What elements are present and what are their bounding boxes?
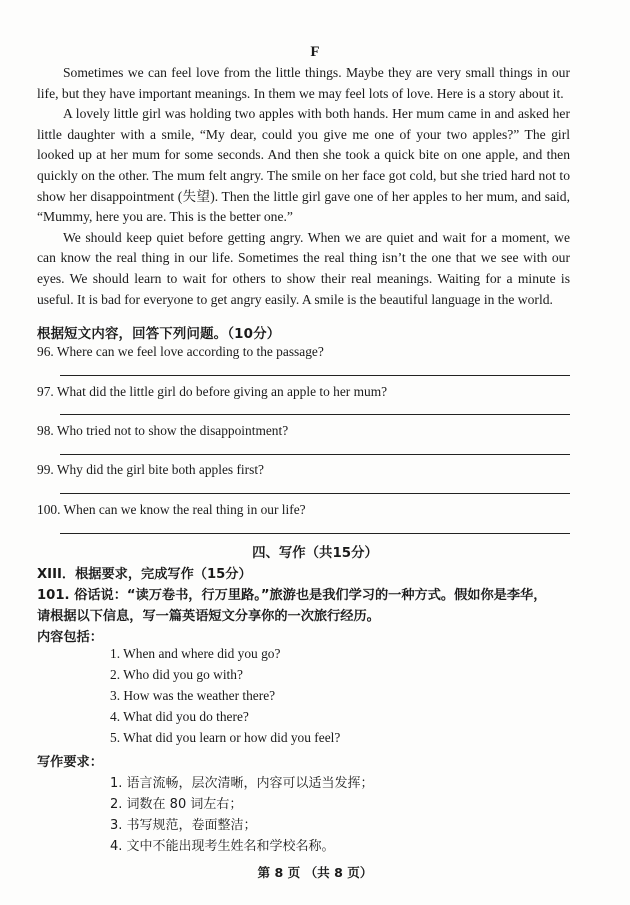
requirements-label: 写作要求： bbox=[37, 755, 103, 770]
question-98: 98. Who tried not to show the disappointment? bbox=[37, 423, 289, 438]
answer-line-97[interactable] bbox=[60, 414, 570, 415]
answer-line-98[interactable] bbox=[60, 454, 570, 455]
content-item: 2. Who did you go with? bbox=[110, 667, 243, 682]
question-100: 100. When can we know the real thing in our life? bbox=[37, 502, 306, 517]
content-label: 内容包括： bbox=[37, 630, 103, 645]
answer-line-99[interactable] bbox=[60, 493, 570, 494]
passage-paragraph-3: We should keep quiet before getting angry. When we are quiet and wait for a moment, we can know the real thing in our life. Sometimes the real thing isn’t the one that we see with our eyes. We should learn to wait for others to show their real meanings. Waiting for a minute is useful. It is bad for everyone to get angry easily. A smile is the beautiful language in the world. bbox=[37, 229, 570, 307]
requirement-item: 4. 文中不能出现考生姓名和学校名称。 bbox=[110, 839, 335, 854]
answer-line-96[interactable] bbox=[60, 375, 570, 376]
writing-prompt-line-2: 请根据以下信息，写一篇英语短文分享你的一次旅行经历。 bbox=[37, 609, 380, 624]
requirement-item: 3. 书写规范，卷面整洁； bbox=[110, 818, 257, 833]
writing-part-title: 四、写作（共15分） bbox=[252, 546, 378, 561]
question-99: 99. Why did the girl bite both apples first? bbox=[37, 462, 264, 477]
question-97: 97. What did the little girl do before giving an apple to her mum? bbox=[37, 384, 388, 399]
question-96: 96. Where can we feel love according to the passage? bbox=[37, 344, 324, 359]
passage-paragraph-2: A lovely little girl was holding two apples with both hands. Her mum came in and asked her little daughter with a smile, “My dear, could you give me one of your two apples?” The girl looked up at her mum for some seconds. And then she took a quick bite on one apple, and then quickly on the other. The mum felt angry. The smile on her face got cold, but she tried hard not to show her disappointment (失望). Then the little girl gave one of her apples to her mum, and said, “Mummy, here you are. This is the better one.” bbox=[37, 106, 570, 225]
content-item: 1. When and where did you go? bbox=[110, 646, 281, 661]
content-item: 3. How was the weather there? bbox=[110, 688, 276, 703]
question-instruction: 根据短文内容，回答下列问题。（10分） bbox=[37, 327, 281, 342]
requirement-item: 1. 语言流畅，层次清晰，内容可以适当发挥； bbox=[110, 776, 374, 791]
requirement-item: 2. 词数在 80 词左右； bbox=[110, 797, 243, 812]
section-letter: F bbox=[310, 44, 320, 60]
writing-section-title: XIII．根据要求，完成写作（15分） bbox=[37, 567, 252, 582]
content-item: 4. What did you do there? bbox=[110, 709, 249, 724]
passage-paragraph-1: Sometimes we can feel love from the little things. Maybe they are very small things in our life, but they have important meanings. In them we may feel lots of love. Here is a story about it. bbox=[37, 65, 570, 101]
page-footer: 第 8 页 （共 8 页） bbox=[257, 865, 373, 880]
content-item: 5. What did you learn or how did you feel? bbox=[110, 730, 341, 745]
writing-prompt-line-1: 101. 俗话说：“读万卷书，行万里路。”旅游也是我们学习的一种方式。假如你是李华， bbox=[37, 588, 547, 603]
reading-passage bbox=[37, 63, 570, 310]
answer-line-100[interactable] bbox=[60, 533, 570, 534]
